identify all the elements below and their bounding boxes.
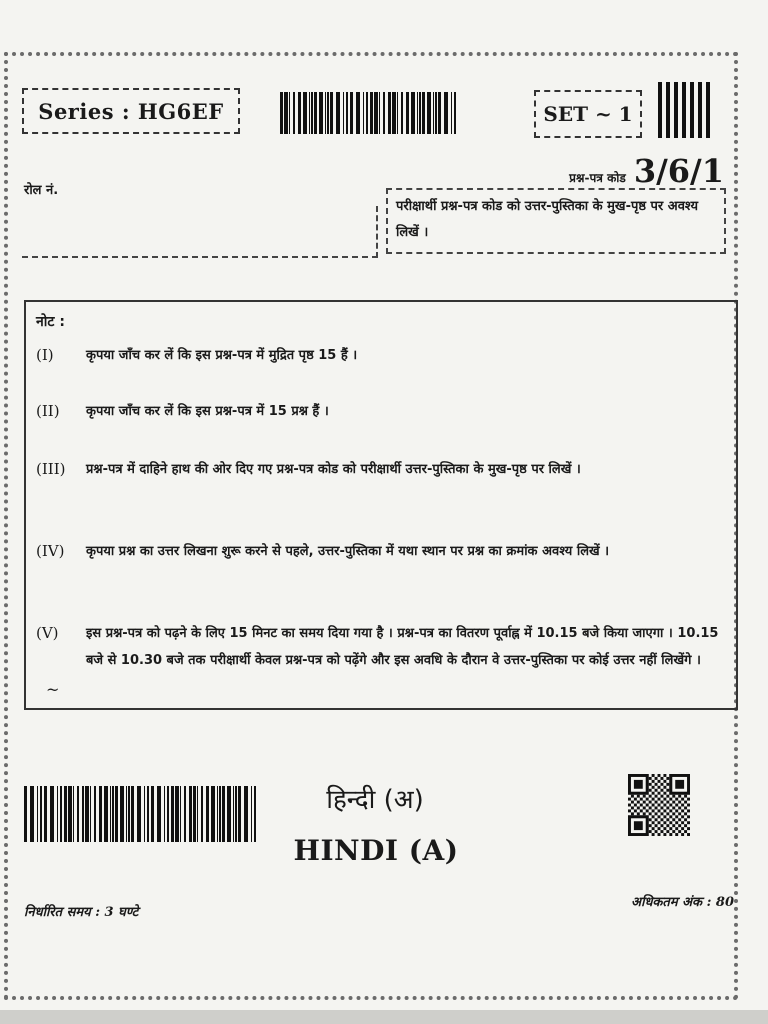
note-text: इस प्रश्न-पत्र को पढ़ने के लिए 15 मिनट का समय दिया गया है । प्रश्न-पत्र का वितरण पूर्वाह्न में 10.15 बजे किया जाएगा । 10.15 बजे से 10.30 बजे तक परीक्षार्थी केवल प्रश्न-पत्र को पढ़ेंगे और इस अवधि के दौरान वे उत्तर-पुस्तिका पर कोई उत्तर नहीं लिखेंगे । <box>86 626 719 668</box>
paper-code-label: प्रश्न-पत्र कोड <box>569 171 626 185</box>
note-item <box>36 398 726 425</box>
code-instruction-box: परीक्षार्थी प्रश्न-पत्र कोड को उत्तर-पुस्तिका के मुख-पृष्ठ पर अवश्य लिखें । <box>386 188 726 254</box>
time-allowed: निर्धारित समय : 3 घण्टे <box>24 905 139 920</box>
note-text: प्रश्न-पत्र में दाहिने हाथ की ओर दिए गए प्रश्न-पत्र कोड को परीक्षार्थी उत्तर-पुस्तिका के मुख-पृष्ठ पर लिखें । <box>86 462 581 477</box>
barcode-icon <box>24 786 258 842</box>
note-item <box>36 538 726 565</box>
subject-title-hindi: हिन्दी (अ) <box>326 785 424 815</box>
note-number: (I) <box>36 346 54 364</box>
qr-code-icon <box>628 774 690 836</box>
note-number: (V) <box>36 624 59 642</box>
note-number: (IV) <box>36 542 65 560</box>
note-text: कृपया जाँच कर लें कि इस प्रश्न-पत्र में 15 प्रश्न हैं । <box>86 404 329 419</box>
note-item <box>36 456 726 483</box>
subject-title-english: HINDI (A) <box>293 834 459 867</box>
barcode-icon <box>280 92 460 134</box>
paper-code <box>569 152 724 190</box>
roll-number-label: रोल नं. <box>24 183 59 198</box>
maximum-marks: अधिकतम अंक : 80 <box>631 895 734 910</box>
note-text: कृपया प्रश्न का उत्तर लिखना शुरू करने से पहले, उत्तर-पुस्तिका में यथा स्थान पर प्रश्न का क्रमांक अवश्य लिखें । <box>86 544 610 559</box>
set-box: SET ~ 1 <box>534 90 642 138</box>
notes-title: नोट : <box>36 314 65 330</box>
note-item <box>36 620 726 674</box>
note-number: (III) <box>36 460 66 478</box>
series-box: Series : HG6EF <box>22 88 240 134</box>
roll-number-field[interactable] <box>22 206 378 258</box>
note-item <box>36 342 726 369</box>
note-number: (II) <box>36 402 60 420</box>
page-bottom-edge <box>0 1010 768 1024</box>
datamatrix-icon <box>658 82 720 138</box>
paper-code-value: 3/6/1 <box>633 152 724 190</box>
note-text: कृपया जाँच कर लें कि इस प्रश्न-पत्र में मुद्रित पृष्ठ 15 हैं । <box>86 348 358 363</box>
tilde-mark: ~ <box>46 680 60 699</box>
